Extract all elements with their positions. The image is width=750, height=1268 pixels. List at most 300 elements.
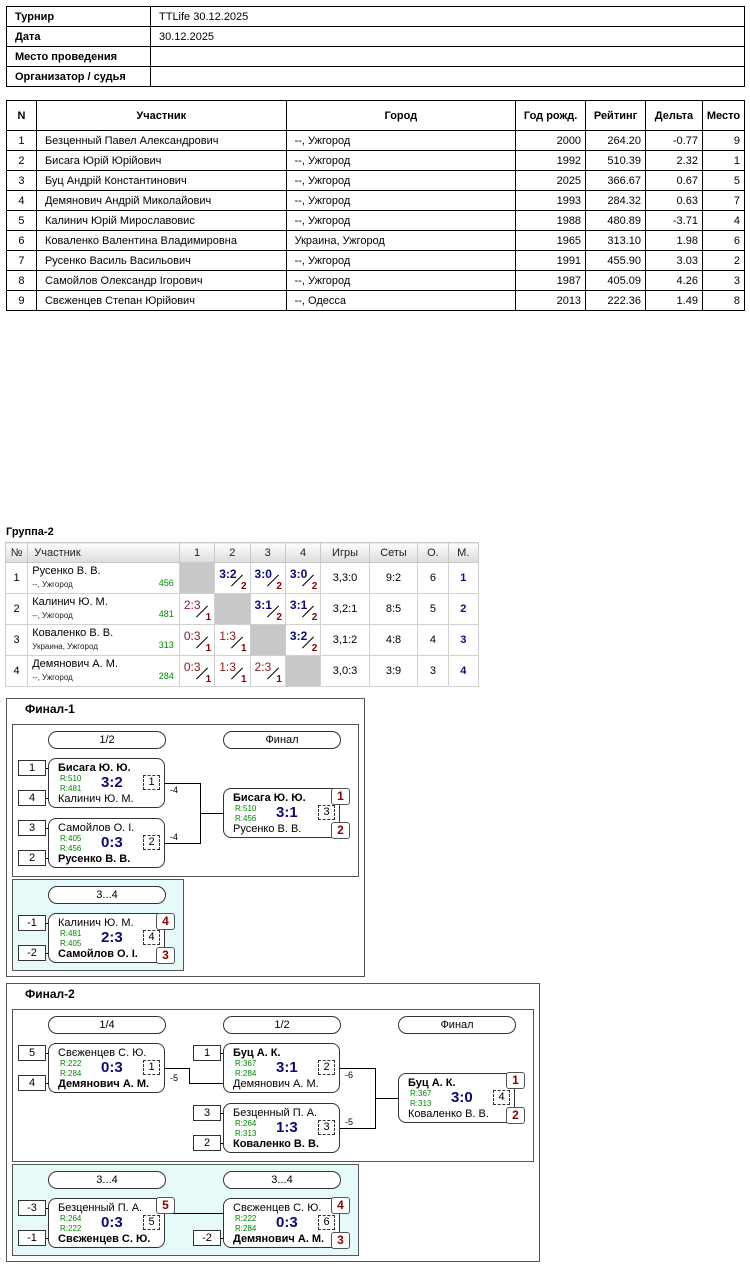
table-cell: Бисага Юрій Юрійович	[36, 151, 286, 171]
table-cell: 2	[7, 151, 37, 171]
result-points: 2	[311, 581, 318, 592]
table-cell: 284.32	[586, 191, 646, 211]
group-col-header: Участник	[28, 543, 180, 563]
result-score: 0:3	[183, 660, 201, 674]
player2-name: Русенко В. В.	[233, 823, 302, 835]
group-place: 4	[448, 656, 478, 687]
match-number: 1	[143, 1060, 160, 1075]
col-header: Место	[702, 101, 744, 131]
table-cell: --, Ужгород	[286, 191, 516, 211]
group-result-cell	[179, 594, 214, 625]
group-sets: 9:2	[369, 563, 418, 594]
place-badge: 1	[331, 788, 350, 805]
result-points: 2	[311, 643, 318, 654]
seed-box: 3	[18, 820, 46, 836]
connector-line	[189, 1083, 224, 1084]
connector-line	[340, 1068, 375, 1069]
result-points: 2	[276, 612, 282, 623]
final1-title: Финал-1	[25, 702, 75, 716]
stage-label: 1/2	[48, 731, 166, 749]
info-key: Турнир	[7, 7, 151, 27]
table-cell: 264.20	[586, 131, 646, 151]
col-header: Дельта	[646, 101, 703, 131]
table-cell: 1	[7, 131, 37, 151]
group-points: 4	[418, 625, 448, 656]
match-box	[223, 1198, 340, 1248]
result	[251, 594, 285, 624]
table-cell: 4	[702, 211, 744, 231]
player2-rating: R:481	[60, 784, 82, 793]
table-cell: 366.67	[586, 171, 646, 191]
result-points: 2	[276, 581, 282, 592]
group-col-header: О.	[418, 543, 448, 563]
loser-label: -4	[170, 832, 179, 842]
info-value: TTLife 30.12.2025	[151, 7, 745, 27]
group-player-city: Украина, Ужгород	[32, 642, 98, 651]
group-sets: 8:5	[369, 594, 418, 625]
player1-rating: R:222	[60, 1059, 82, 1068]
result-score: 1:3	[219, 629, 236, 643]
player2-rating: R:456	[60, 844, 82, 853]
player2-rating: R:284	[235, 1069, 257, 1078]
group-sets: 3:9	[369, 656, 418, 687]
match-number: 2	[318, 1060, 335, 1075]
player2-name: Коваленко В. В.	[408, 1108, 489, 1120]
match-score: 3:1	[276, 1059, 298, 1076]
group-row	[6, 656, 479, 687]
result-score: 2:3	[254, 660, 272, 674]
result	[286, 563, 320, 593]
player1-name: Буц А. К.	[233, 1047, 281, 1059]
place-badge: 4	[156, 913, 175, 930]
group-row-number: 2	[6, 594, 28, 625]
match-score: 3:1	[276, 804, 298, 821]
table-row	[7, 251, 745, 271]
result-score: 3:2	[219, 567, 237, 581]
result-score: 1:3	[219, 660, 236, 674]
table-row	[7, 271, 745, 291]
group-result-cell	[285, 625, 320, 656]
table-cell: --, Ужгород	[286, 131, 516, 151]
player2-rating: R:284	[60, 1069, 82, 1078]
group-games: 3,0:3	[321, 656, 370, 687]
table-row	[7, 171, 745, 191]
match-box	[48, 913, 165, 963]
table-cell: --, Ужгород	[286, 251, 516, 271]
player2-name: Самойлов О. І.	[58, 948, 138, 960]
table-cell: 5	[702, 171, 744, 191]
group-row	[6, 625, 479, 656]
final2-title: Финал-2	[25, 987, 75, 1001]
group-place: 2	[448, 594, 478, 625]
table-cell: Украина, Ужгород	[286, 231, 516, 251]
table-cell: 1988	[516, 211, 586, 231]
group-header	[6, 543, 479, 563]
player1-name: Свєженцев С. Ю.	[58, 1047, 147, 1059]
result-points: 1	[240, 643, 247, 654]
seed-box: -1	[18, 1230, 46, 1246]
player2-rating: R:405	[60, 939, 82, 948]
player1-name: Бисага Ю. Ю.	[233, 792, 306, 804]
result-points: 1	[276, 674, 282, 685]
connector-line	[340, 1128, 375, 1129]
result-points: 2	[240, 581, 247, 592]
result	[215, 625, 249, 655]
result-score: 3:1	[289, 598, 308, 612]
table-cell: 6	[7, 231, 37, 251]
group-points: 5	[418, 594, 448, 625]
stage-label: 1/4	[48, 1016, 166, 1034]
table-cell: 1.98	[646, 231, 703, 251]
table-cell: 1991	[516, 251, 586, 271]
table-cell: Буц Андрій Константинович	[36, 171, 286, 191]
result	[180, 625, 214, 655]
table-cell: 3	[7, 171, 37, 191]
match-box	[48, 1043, 165, 1093]
place-badge: 5	[156, 1197, 175, 1214]
group-table	[5, 542, 479, 687]
seed-box: 2	[18, 850, 46, 866]
group-result-cell	[215, 563, 250, 594]
participants-table	[6, 100, 745, 311]
table-cell: 4	[7, 191, 37, 211]
result	[215, 563, 249, 593]
table-cell: --, Одесса	[286, 291, 516, 311]
match-score: 3:0	[451, 1089, 473, 1106]
group-player-name: Калинич Ю. М.	[32, 596, 108, 608]
group-result-cell	[285, 594, 320, 625]
place-badge: 3	[156, 947, 175, 964]
place-badge: 4	[331, 1197, 350, 1214]
table-cell: Русенко Василь Васильович	[36, 251, 286, 271]
player1-name: Свєженцев С. Ю.	[233, 1202, 322, 1214]
group-title: Группа-2	[6, 526, 54, 538]
group-result-cell	[215, 656, 250, 687]
group-row	[6, 563, 479, 594]
player1-name: Безценный П. А.	[58, 1202, 143, 1214]
match-number: 3	[318, 1120, 335, 1135]
match-number: 6	[318, 1215, 335, 1230]
group-player	[28, 594, 180, 625]
table-cell: 4.26	[646, 271, 703, 291]
stage-label: 1/2	[223, 1016, 341, 1034]
player2-rating: R:284	[235, 1224, 257, 1233]
player2-name: Русенко В. В.	[58, 853, 131, 865]
table-cell: --, Ужгород	[286, 151, 516, 171]
group-col-header: Сеты	[369, 543, 418, 563]
seed-box: 5	[18, 1045, 46, 1061]
player1-name: Самойлов О. І.	[58, 822, 135, 834]
player1-rating: R:367	[235, 1059, 257, 1068]
player1-rating: R:264	[235, 1119, 257, 1128]
player2-name: Демянович А. М.	[233, 1078, 319, 1090]
match-number: 2	[143, 835, 160, 850]
group-player-city: --, Ужгород	[32, 611, 73, 620]
table-cell: Демянович Андрій Миколайович	[36, 191, 286, 211]
group-row	[6, 594, 479, 625]
seed-box: -2	[193, 1230, 221, 1246]
player2-rating: R:313	[410, 1099, 432, 1108]
result-score: 3:2	[289, 629, 308, 643]
group-player-rating: 313	[158, 640, 174, 650]
connector-line	[375, 1098, 399, 1099]
table-cell: 9	[702, 131, 744, 151]
table-cell: 8	[702, 291, 744, 311]
result-score: 3:1	[254, 598, 272, 612]
result	[251, 656, 285, 686]
match-box	[223, 1043, 340, 1093]
table-cell: 455.90	[586, 251, 646, 271]
table-cell: 1993	[516, 191, 586, 211]
table-cell: Калинич Юрій Мирославовис	[36, 211, 286, 231]
player1-name: Буц А. К.	[408, 1077, 456, 1089]
table-cell: 1987	[516, 271, 586, 291]
match-box	[48, 1198, 165, 1248]
table-row	[7, 211, 745, 231]
match-box	[398, 1073, 515, 1123]
result	[286, 594, 320, 624]
table-cell: -3.71	[646, 211, 703, 231]
match-box	[48, 758, 165, 808]
stage-label: 3...4	[48, 886, 166, 904]
match-number: 4	[493, 1090, 510, 1105]
group-player	[28, 625, 180, 656]
group-col-header: 1	[179, 543, 214, 563]
stage-label: Финал	[398, 1016, 516, 1034]
table-cell: Самойлов Олександр Ігорович	[36, 271, 286, 291]
connector-line	[165, 1068, 189, 1069]
table-cell: 7	[702, 191, 744, 211]
info-key: Место проведения	[7, 47, 151, 67]
table-cell: 405.09	[586, 271, 646, 291]
table-row	[7, 131, 745, 151]
loser-label: -4	[170, 785, 179, 795]
info-value	[151, 47, 745, 67]
player1-name: Бисага Ю. Ю.	[58, 762, 131, 774]
loser-label: -5	[345, 1117, 354, 1127]
player1-name: Безценный П. А.	[233, 1107, 318, 1119]
match-box	[48, 818, 165, 868]
seed-box: -1	[18, 915, 46, 931]
group-self-cell	[285, 656, 320, 687]
table-cell: Коваленко Валентина Владимировна	[36, 231, 286, 251]
group-result-cell	[179, 625, 214, 656]
seed-box: 3	[193, 1105, 221, 1121]
table-cell: 0.67	[646, 171, 703, 191]
group-self-cell	[179, 563, 214, 594]
table-cell: 1965	[516, 231, 586, 251]
group-result-cell	[215, 625, 250, 656]
table-row	[7, 291, 745, 311]
player2-name: Калинич Ю. М.	[58, 793, 134, 805]
group-player	[28, 656, 180, 687]
result	[251, 563, 285, 593]
group-result-cell	[179, 656, 214, 687]
table-cell: 8	[7, 271, 37, 291]
table-row	[7, 191, 745, 211]
col-header: N	[7, 101, 37, 131]
col-header: Город	[286, 101, 516, 131]
player1-rating: R:367	[410, 1089, 432, 1098]
group-points: 6	[418, 563, 448, 594]
place-badge: 2	[506, 1107, 525, 1124]
group-games: 3,2:1	[321, 594, 370, 625]
stage-label: 3...4	[223, 1171, 341, 1189]
table-cell: 9	[7, 291, 37, 311]
table-row	[7, 151, 745, 171]
table-cell: 2013	[516, 291, 586, 311]
table-cell: --, Ужгород	[286, 271, 516, 291]
table-cell: 6	[702, 231, 744, 251]
match-number: 1	[143, 775, 160, 790]
group-place: 3	[448, 625, 478, 656]
player1-rating: R:510	[235, 804, 257, 813]
group-place: 1	[448, 563, 478, 594]
seed-box: 4	[18, 1075, 46, 1091]
player1-rating: R:222	[235, 1214, 257, 1223]
player1-rating: R:405	[60, 834, 82, 843]
group-row-number: 3	[6, 625, 28, 656]
result-score: 3:0	[254, 567, 272, 581]
group-result-cell	[285, 563, 320, 594]
group-col-header: №	[6, 543, 28, 563]
group-player-name: Демянович А. М.	[32, 658, 118, 670]
result-score: 3:0	[289, 567, 308, 581]
group-result-cell	[250, 594, 285, 625]
table-cell: 313.10	[586, 231, 646, 251]
player1-rating: R:510	[60, 774, 82, 783]
table-cell: --, Ужгород	[286, 211, 516, 231]
result	[180, 656, 214, 686]
match-score: 0:3	[101, 1214, 123, 1231]
player1-rating: R:264	[60, 1214, 82, 1223]
player2-name: Свєженцев С. Ю.	[58, 1233, 151, 1245]
loser-label: -6	[345, 1070, 354, 1080]
table-cell: 510.39	[586, 151, 646, 171]
place-badge: 3	[331, 1232, 350, 1249]
table-row	[7, 231, 745, 251]
table-cell: 1	[702, 151, 744, 171]
result-points: 1	[240, 674, 247, 685]
info-value: 30.12.2025	[151, 27, 745, 47]
table-cell: 2025	[516, 171, 586, 191]
match-number: 3	[318, 805, 335, 820]
info-value	[151, 67, 745, 87]
connector-line	[200, 813, 224, 814]
group-player-rating: 456	[158, 578, 174, 588]
result-points: 2	[311, 612, 318, 623]
result	[215, 656, 249, 686]
col-header: Рейтинг	[586, 101, 646, 131]
group-player-name: Русенко В. В.	[32, 565, 101, 577]
participants-header	[7, 101, 745, 131]
group-sets: 4:8	[369, 625, 418, 656]
place-badge: 2	[331, 822, 350, 839]
match-score: 0:3	[101, 834, 123, 851]
group-row-number: 1	[6, 563, 28, 594]
result-points: 1	[205, 612, 212, 623]
table-cell: -0.77	[646, 131, 703, 151]
match-box	[223, 788, 340, 838]
match-number: 5	[143, 1215, 160, 1230]
seed-box: 2	[193, 1135, 221, 1151]
connector-line	[165, 843, 200, 844]
group-self-cell	[250, 625, 285, 656]
table-cell: 5	[7, 211, 37, 231]
match-score: 0:3	[276, 1214, 298, 1231]
result	[180, 594, 214, 624]
group-result-cell	[250, 656, 285, 687]
table-cell: 2000	[516, 131, 586, 151]
seed-box: 1	[18, 760, 46, 776]
seed-box: -2	[18, 945, 46, 961]
result-points: 1	[205, 674, 212, 685]
match-score: 3:2	[101, 774, 123, 791]
col-header: Год рожд.	[516, 101, 586, 131]
table-cell: 0.63	[646, 191, 703, 211]
match-score: 1:3	[276, 1119, 298, 1136]
result-points: 1	[205, 643, 212, 654]
loser-label: -5	[170, 1073, 179, 1083]
table-cell: --, Ужгород	[286, 171, 516, 191]
connector-line	[189, 1068, 190, 1084]
stage-label: 3...4	[48, 1171, 166, 1189]
player2-name: Коваленко В. В.	[233, 1138, 319, 1150]
group-player-name: Коваленко В. В.	[32, 627, 114, 639]
match-score: 0:3	[101, 1059, 123, 1076]
table-cell: 1992	[516, 151, 586, 171]
player1-rating: R:481	[60, 929, 82, 938]
table-cell: Свєженцев Степан Юрійович	[36, 291, 286, 311]
result-score: 0:3	[183, 629, 201, 643]
group-col-header: 2	[215, 543, 250, 563]
player2-rating: R:456	[235, 814, 257, 823]
stage-label: Финал	[223, 731, 341, 749]
group-player-city: --, Ужгород	[32, 580, 73, 589]
group-player-city: --, Ужгород	[32, 673, 73, 682]
group-col-header: Игры	[321, 543, 370, 563]
player2-rating: R:222	[60, 1224, 82, 1233]
table-cell: 2	[702, 251, 744, 271]
group-player	[28, 563, 180, 594]
table-cell: 480.89	[586, 211, 646, 231]
result-score: 2:3	[183, 598, 201, 612]
group-games: 3,1:2	[321, 625, 370, 656]
table-cell: 2.32	[646, 151, 703, 171]
table-cell: 3.03	[646, 251, 703, 271]
table-cell: 3	[702, 271, 744, 291]
group-col-header: 3	[250, 543, 285, 563]
player1-name: Калинич Ю. М.	[58, 917, 134, 929]
match-number: 4	[143, 930, 160, 945]
info-key: Организатор / судья	[7, 67, 151, 87]
seed-box: -3	[18, 1200, 46, 1216]
col-header: Участник	[36, 101, 286, 131]
group-self-cell	[215, 594, 250, 625]
tournament-info-table	[6, 6, 745, 87]
place-badge: 1	[506, 1072, 525, 1089]
match-score: 2:3	[101, 929, 123, 946]
player2-name: Демянович А. М.	[58, 1078, 150, 1090]
group-col-header: 4	[285, 543, 320, 563]
group-row-number: 4	[6, 656, 28, 687]
result	[286, 625, 320, 655]
info-key: Дата	[7, 27, 151, 47]
group-points: 3	[418, 656, 448, 687]
group-games: 3,3:0	[321, 563, 370, 594]
seed-box: 1	[193, 1045, 221, 1061]
player2-name: Демянович А. М.	[233, 1233, 325, 1245]
